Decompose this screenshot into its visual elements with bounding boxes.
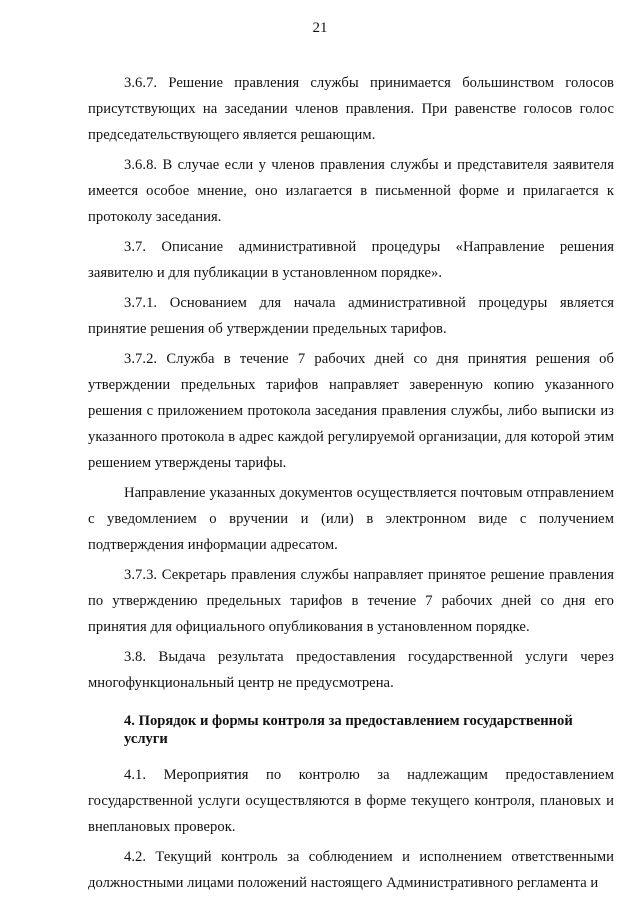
page-number: 21 — [312, 20, 328, 36]
paragraph-4-2: 4.2. Текущий контроль за соблюдением и исполнением ответственными должностными лицами положений настоящего Административного регламента и — [88, 849, 614, 891]
paragraph-3-7-3: 3.7.3. Секретарь правления службы направляет принятое решение правления по утверждению предельных тарифов в течение 7 рабочих дней со дня его принятия для официального опубликования в установленном порядке. — [88, 567, 614, 635]
paragraph-3-7-1: 3.7.1. Основанием для начала административной процедуры является принятие решения об утверждении предельных тарифов. — [88, 295, 614, 337]
paragraph-delivery-method: Направление указанных документов осуществляется почтовым отправлением с уведомлением о вручении и (или) в электронном виде с получением подтверждения информации адресатом. — [88, 485, 614, 553]
paragraph-4-1: 4.1. Мероприятия по контролю за надлежащим предоставлением государственной услуги осуществляются в форме текущего контроля, плановых и внеплановых проверок. — [88, 767, 614, 835]
paragraph-3-6-7: 3.6.7. Решение правления службы принимается большинством голосов присутствующих на заседании членов правления. При равенстве голосов голос председательствующего является решающим. — [88, 75, 614, 143]
paragraph-3-8: 3.8. Выдача результата предоставления государственной услуги через многофункциональный центр не предусмотрена. — [88, 649, 614, 691]
section-heading-4: 4. Порядок и формы контроля за предоставлением государственной услуги — [124, 713, 573, 747]
paragraph-3-7-2: 3.7.2. Служба в течение 7 рабочих дней со дня принятия решения об утверждении предельных тарифов направляет заверенную копию указанного решения с приложением протокола заседания правления службы, либо выписки из указанного протокола в адрес каждой регулируемой организации, для которой этим решением утверждены тарифы. — [88, 351, 614, 471]
document-body — [88, 70, 614, 900]
paragraph-3-6-8: 3.6.8. В случае если у членов правления службы и представителя заявителя имеется особое мнение, оно излагается в письменной форме и прилагается к протоколу заседания. — [88, 157, 614, 225]
paragraph-3-7: 3.7. Описание административной процедуры «Направление решения заявителю и для публикации в установленном порядке». — [88, 239, 614, 281]
